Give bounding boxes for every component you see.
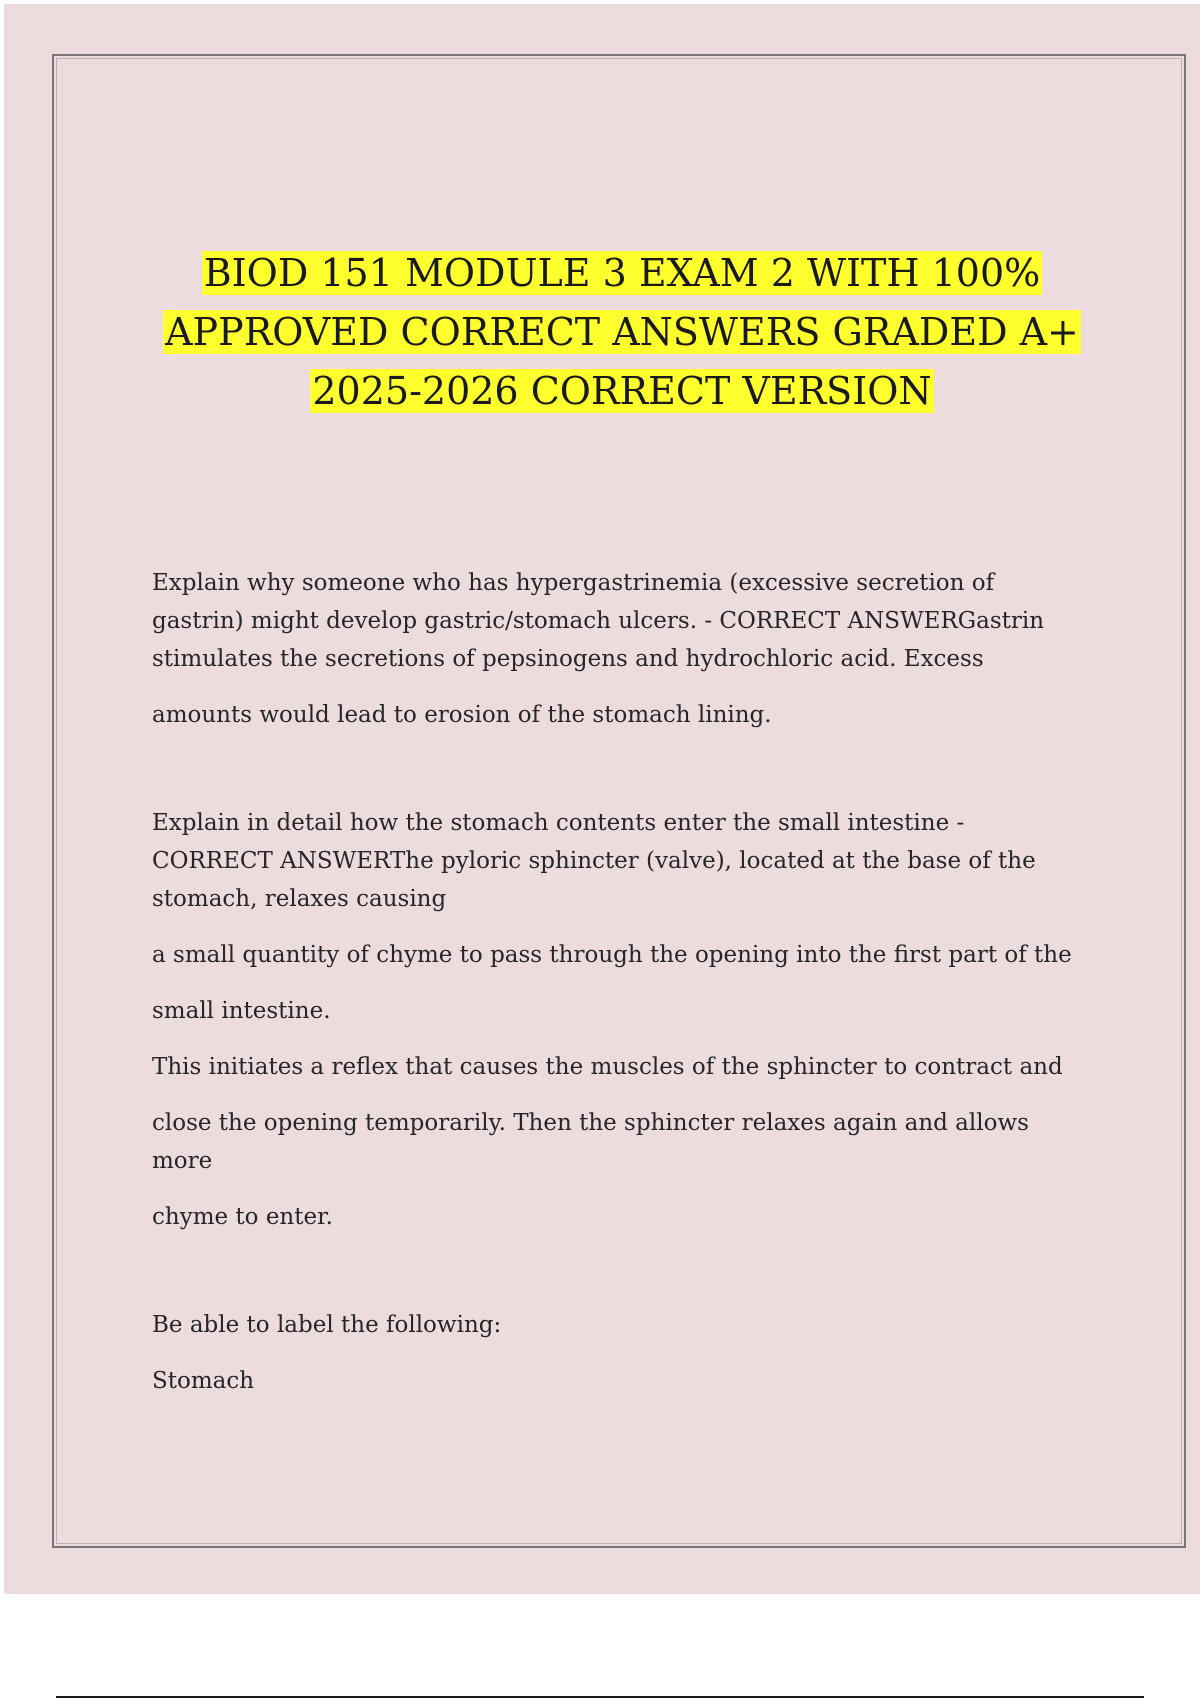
text-line: a small quantity of chyme to pass through the opening into the first part of the [152,942,1072,968]
question-1 [152,564,1102,734]
text-line: more [152,1148,213,1174]
title-line-1: BIOD 151 MODULE 3 EXAM 2 WITH 100% [203,251,1041,295]
question-3 [152,1306,1102,1400]
text-line: stomach, relaxes causing [152,886,447,912]
title-line-3: 2025-2026 CORRECT VERSION [312,369,932,413]
text-line: Explain why someone who has hypergastrinemia (excessive secretion of [152,570,995,596]
text-line: This initiates a reflex that causes the muscles of the sphincter to contract and [152,1054,1063,1080]
text-line: gastrin) might develop gastric/stomach ulcers. - CORRECT ANSWERGastrin [152,608,1045,634]
page-divider [56,1696,1144,1698]
title-line-2: APPROVED CORRECT ANSWERS GRADED A+ [165,310,1079,354]
text-line: small intestine. [152,998,331,1024]
text-line: Be able to label the following: [152,1312,502,1338]
text-line: amounts would lead to erosion of the stomach lining. [152,702,772,728]
document-body [152,564,1102,1400]
question-2 [152,804,1102,1236]
text-line: chyme to enter. [152,1204,333,1230]
text-line: close the opening temporarily. Then the sphincter relaxes again and allows [152,1110,1029,1136]
document-page [4,4,1200,1594]
text-line: Stomach [152,1368,255,1394]
document-title [4,244,1200,421]
text-line: CORRECT ANSWERThe pyloric sphincter (valve), located at the base of the [152,848,1036,874]
text-line: Explain in detail how the stomach contents enter the small intestine - [152,810,965,836]
text-line: stimulates the secretions of pepsinogens and hydrochloric acid. Excess [152,646,984,672]
